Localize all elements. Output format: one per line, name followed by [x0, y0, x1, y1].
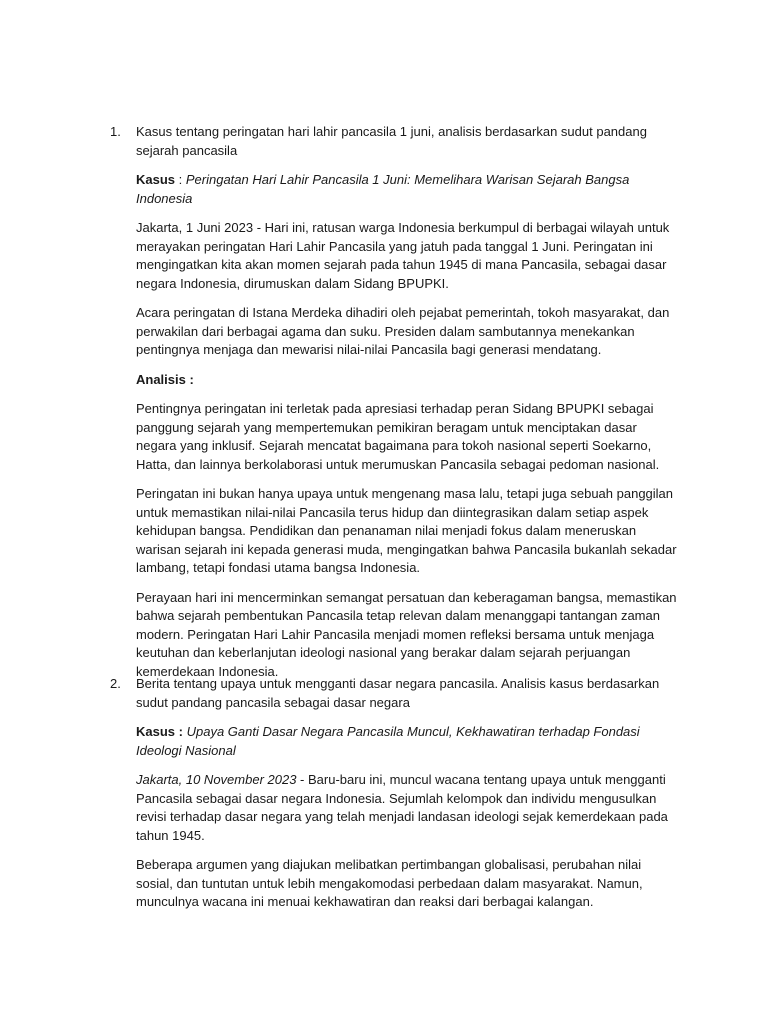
list-number: 2.: [110, 676, 121, 691]
list-item-body: [136, 675, 680, 912]
kasus-title: Peringatan Hari Lahir Pancasila 1 Juni: Memelihara Warisan Sejarah Bangsa Indonesia: [136, 172, 630, 206]
dateline-paragraph: [136, 771, 680, 845]
list-number: 1.: [110, 124, 121, 139]
analysis-paragraph: Pentingnya peringatan ini terletak pada apresiasi terhadap peran Sidang BPUPKI sebagai panggung sejarah yang mempertemukan pemikiran beragam untuk menciptakan dasar negara yang inklusif. Sejarah mencatat bagaimana para tokoh nasional seperti Soekarno, Hatta, dan lainnya berkolaborasi untuk merumuskan Pancasila sebagai pedoman nasional.: [136, 401, 660, 472]
kasus-line: [136, 171, 680, 208]
analysis-paragraph: Perayaan hari ini mencerminkan semangat persatuan dan keberagaman bangsa, memastikan bahwa sejarah pembentukan Pancasila tetap relevan dalam menanggapi tantangan zaman modern. Peringatan Hari Lahir Pancasila menjadi momen refleksi bersama untuk menjaga keutuhan dan keberlanjutan ideologi nasional yang berakar dalam sejarah perjuangan kemerdekaan Indonesia.: [136, 589, 677, 679]
paragraph: Jakarta, 1 Juni 2023 - Hari ini, ratusan warga Indonesia berkumpul di berbagai wilayah untuk merayakan peringatan Hari Lahir Pancasila yang jatuh pada tanggal 1 Juni. Peringatan ini mengingatkan kita akan momen sejarah pada tahun 1945 di mana Pancasila, sebagai dasar negara Indonesia, dirumuskan dalam Sidang BPUPKI.: [136, 220, 670, 291]
paragraph: Acara peringatan di Istana Merdeka dihadiri oleh pejabat pemerintah, tokoh masyarakat, dan perwakilan dari berbagai agama dan suku. Presiden dalam sambutannya menekankan pentingnya menjaga dan mewarisi nilai-nilai Pancasila bagi generasi mendatang.: [136, 305, 670, 357]
question-text: Berita tentang upaya untuk mengganti dasar negara pancasila. Analisis kasus berdasarkan sudut pandang pancasila sebagai dasar negara: [136, 676, 660, 710]
kasus-line: [136, 723, 680, 760]
dateline: Jakarta, 10 November 2023: [136, 772, 297, 787]
analisis-heading: [136, 371, 680, 390]
kasus-label: Kasus :: [136, 724, 183, 739]
list-item-1: [110, 123, 680, 692]
kasus-separator: :: [175, 172, 186, 187]
list-item-2: [110, 675, 680, 923]
question-text: Kasus tentang peringatan hari lahir pancasila 1 juni, analisis berdasarkan sudut pandang sejarah pancasila: [136, 124, 647, 158]
paragraph: Beberapa argumen yang diajukan melibatkan pertimbangan globalisasi, perubahan nilai sosial, dan tuntutan untuk lebih mengakomodasi perbedaan dalam masyarakat. Namun, munculnya wacana ini menuai kekhawatiran dan reaksi dari berbagai kalangan.: [136, 857, 643, 909]
kasus-label: Kasus: [136, 172, 176, 187]
analysis-paragraph: Peringatan ini bukan hanya upaya untuk mengenang masa lalu, tetapi juga sebuah panggilan untuk memastikan nilai-nilai Pancasila terus hidup dan diintegrasikan dalam setiap aspek kehidupan bangsa. Pendidikan dan penanaman nilai menjadi fokus dalam meneruskan warisan sejarah ini kepada generasi muda, mengingatkan bahwa Pancasila bukanlah sekadar lambang, tetapi fondasi utama bangsa Indonesia.: [136, 486, 677, 575]
dateline-rest: - Baru-baru ini, muncul wacana tentang upaya untuk mengganti Pancasila sebagai dasar negara Indonesia. Sejumlah kelompok dan individu mengusulkan revisi terhadap dasar negara yang telah menjadi landasan ideologi sejak kemerdekaan pada tahun 1945.: [136, 772, 668, 843]
list-item-body: [136, 123, 680, 681]
kasus-title: Upaya Ganti Dasar Negara Pancasila Muncul, Kekhawatiran terhadap Fondasi Ideologi Nasional: [136, 724, 640, 758]
analisis-label: Analisis :: [136, 371, 194, 387]
